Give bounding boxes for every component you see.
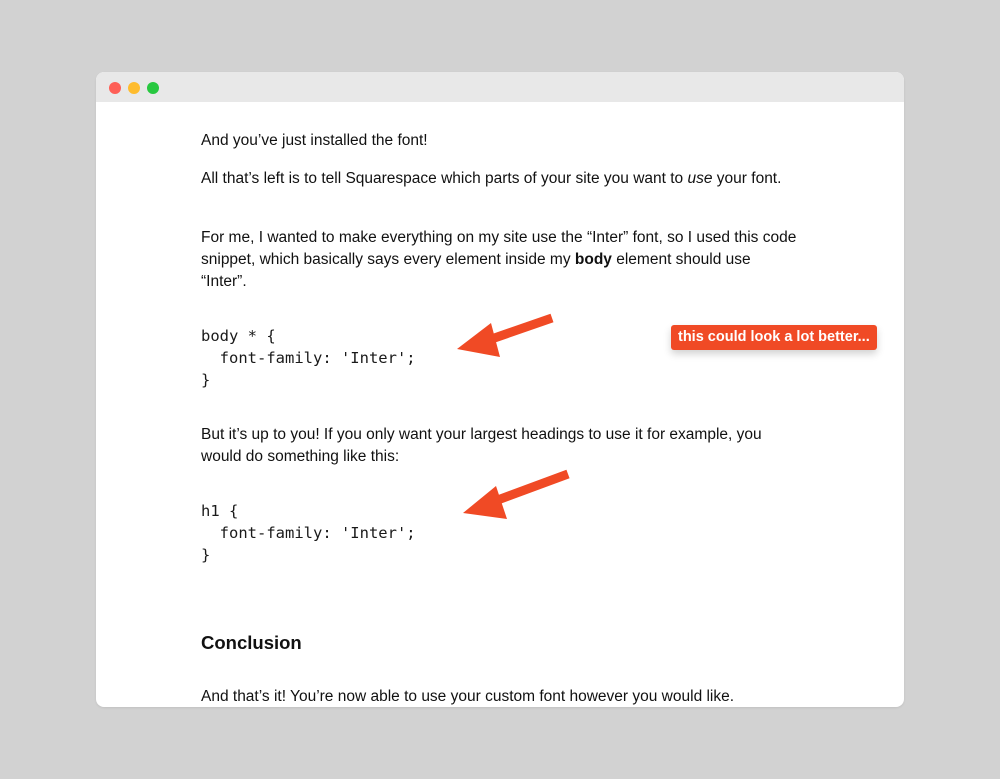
text-span: your font. <box>712 170 782 187</box>
text-span: All that’s left is to tell Squarespace which parts of your site you want to <box>201 170 688 187</box>
text-span: element should use “Inter”. <box>201 251 751 290</box>
paragraph-conclusion: And that’s it! You’re now able to use your custom font however you would like. <box>201 688 735 705</box>
annotation-arrows <box>96 72 904 707</box>
arrow-icon <box>463 474 568 519</box>
emphasis-use: use <box>687 170 713 187</box>
arrow-icon <box>457 318 552 357</box>
annotation-callout: this could look a lot better... <box>671 325 877 350</box>
heading-conclusion: Conclusion <box>201 632 302 653</box>
code-block-h1: h1 { font-family: 'Inter'; } <box>201 502 416 564</box>
code-block-body: body * { font-family: 'Inter'; } <box>201 327 416 389</box>
text-span: For me, I wanted to make everything on my site use the “Inter” font, so I used this code snippet, which basically says every element inside my <box>201 229 797 268</box>
paragraph-installed: And you’ve just installed the font! <box>201 132 428 149</box>
paragraph-headings: But it’s up to you! If you only want your largest headings to use it for example, you would do something like this: <box>201 426 762 465</box>
browser-window <box>96 72 904 707</box>
bold-body: body <box>574 251 612 268</box>
